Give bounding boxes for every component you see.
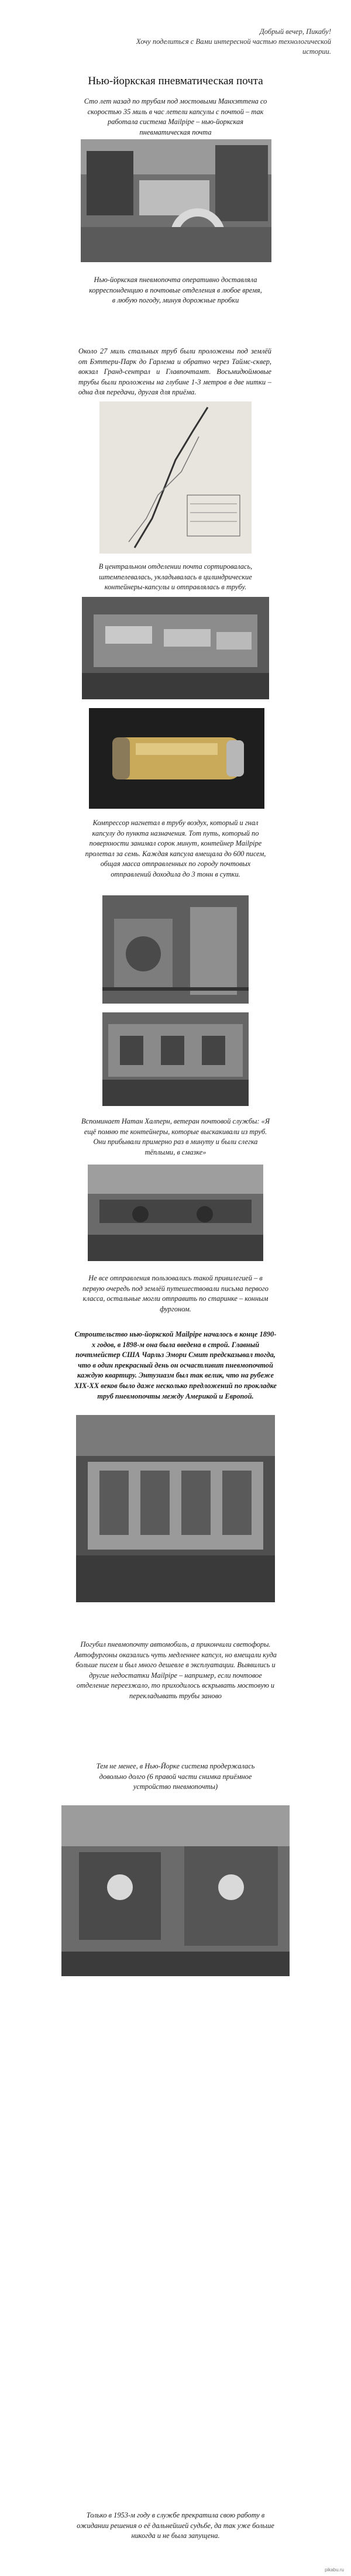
- article-title: Нью-йоркская пневматическая почта: [88, 75, 263, 87]
- compressor-room-photo: [102, 895, 249, 1004]
- paragraph-privilege: Не все отправления пользовались такой привилегией – в первую очередь под землёй путешествовали письма первого класса, остальные могли отправить по старинке – конным фургоном.: [82, 1274, 269, 1313]
- paragraph-compressor: Компрессор нагнетал в трубу воздух, который и гнал капсулу до пункта назначения. Тот путь, который по поверхности занимал сорок минут, контейнер Mailpipe пролетал за семь. Каждая капсула вмещала до 600 писем, общая масса отправленных по городу почтовых отправлений доходила до 3 тонн в сутки.: [85, 819, 266, 878]
- paragraph-quote: Вспоминает Натан Халперн, ветеран почтовой службы: «Я ещё помню те контейнеры, которые выскакивали из труб. Они прибывали примерно раз в минуту и были слегка тёплыми, в смазке»: [81, 1117, 270, 1156]
- tube-receivers-photo: [102, 1012, 249, 1106]
- manhattan-pneumatic-map-photo: [99, 401, 252, 554]
- capsule-canister-photo: [89, 708, 264, 809]
- paragraph-tubes: Около 27 миль стальных труб были проложены под землёй от Бэттери-Парк до Гарлема и обратно через Таймс-сквер, вокзал Гранд-сентрал и Главпочтамт. Восьмидюймовые трубы были проложены на глубине 1-3 метров в две нитки – одна для передачи, другая для приёма.: [78, 347, 271, 397]
- greeting-line-1: Добрый вечер, Пикабу!: [259, 28, 331, 36]
- greeting-line-2: Хочу поделиться с Вами интересной частью технологической истории.: [136, 37, 331, 56]
- paragraph-intro: Сто лет назад по трубам под мостовыми Манхэттена со скоростью 35 миль в час летели капсулы с почтой – так работала система Mailpipe – нью-йоркская пневматическая почта: [84, 97, 267, 136]
- paragraph-decline: Погубил пневмопочту автомобиль, а прикончили светофоры. Автофургоны оказались чуть медленнее капсул, но вмещали куда больше писем и был много дешевле в эксплуатации. Выявились и другие недостатки Mailpipe – например, если почтовое отделение переезжало, то приходилось вскрывать мостовую и перекладывать трубы заново: [74, 1640, 277, 1700]
- circular-sorting-hall-photo: [76, 1415, 275, 1602]
- mail-sorting-room-photo: [81, 139, 271, 262]
- paragraph-delivery: Нью-йоркская пневмопочта оперативно доставляла корреспонденцию в почтовые отделения в любое время, в любую погоду, минуя дорожные пробки: [89, 276, 262, 305]
- women-sorting-mail-photo: [61, 1805, 290, 1976]
- source-credit: pikabu.ru: [325, 2567, 344, 2572]
- paragraph-construction: Строительство нью-йоркской Mailpipe началось в конце 1890-х годов, в 1898-м она была введена в строй. Главный почтмейстер США Чарльз Эмори Смит предсказывал тогда, что в один прекрасный день он осчастливит пневмопочтой каждую квартиру. Энтузиазм был так велик, что на рубеже XIX-XX веков было даже несколько предложений по прокладке труб пневмопочты между Америкой и Европой.: [74, 1330, 277, 1400]
- paragraph-ending: Только в 1953-м году в службе прекратила свою работу в ожидании решения о её дальнейшей судьбе, да так уже больше никогда и не была запущена.: [77, 2511, 274, 2540]
- paragraph-longevity: Тем не менее, в Нью-Йорке система продержалась довольно долго (6 правой части снимка приёмное устройство пневмопочты): [96, 1762, 255, 1791]
- post-office-clerks-photo: [88, 1165, 263, 1261]
- capsule-loading-photo: [82, 597, 269, 699]
- paragraph-sorting: В центральном отделении почта сортировалась, штемпелевалась, укладывалась в цилиндрические контейнеры-капсулы и отправлялась в трубу.: [98, 562, 253, 592]
- greeting: [132, 27, 331, 57]
